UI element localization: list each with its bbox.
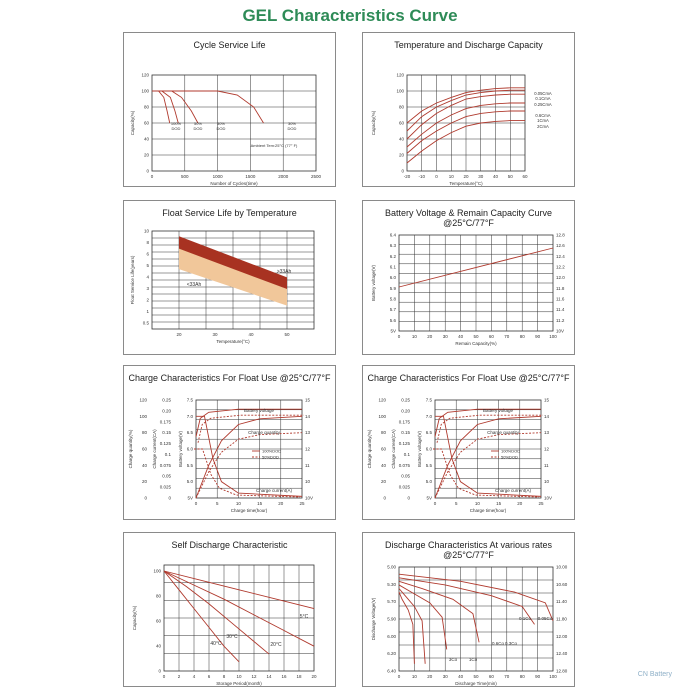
y-tick-label: 0.125 [159, 441, 171, 447]
y-tick-label: 0 [158, 668, 161, 674]
x-tick-label: 50 [284, 332, 290, 337]
y-tick-label: 0.15 [162, 430, 171, 436]
x-tick-label: -20 [403, 174, 411, 179]
y-tick-label: 6.3 [389, 243, 396, 249]
y-tick-label: 0.20 [401, 408, 410, 414]
y-tick-label: 11.4 [556, 307, 565, 313]
x-tick-label: 10 [411, 674, 417, 679]
x-tick-label: 2500 [310, 174, 322, 179]
y-tick-label: 6.1 [389, 264, 396, 270]
y-tick-label: 5.30 [387, 581, 396, 587]
y-tick-label: 5.9 [389, 285, 396, 291]
y-tick-label: 0.1 [403, 451, 410, 457]
chart-self-discharge [124, 533, 337, 688]
series-label: 1Co [468, 657, 478, 662]
series-label: 3Co [448, 657, 458, 662]
x-tick-label: 80 [519, 674, 525, 679]
x-tick-label: 80 [519, 334, 525, 339]
y-tick-label: 12.0 [556, 275, 565, 281]
x-tick-label: 90 [535, 334, 541, 339]
y-tick-label: 10.60 [556, 581, 568, 587]
chart-title: Charge Characteristics For Float Use @25°C/77°F [128, 373, 331, 383]
curve-label: Battery voltage [243, 408, 275, 413]
y-tick-label: 0 [407, 495, 410, 501]
y-tick-label: 6.0 [186, 446, 193, 452]
y-tick-label: 5.00 [387, 564, 396, 570]
chart-title: Self Discharge Characteristic [171, 540, 288, 550]
y-tick-label: 3 [146, 286, 149, 291]
y-tick-label: 11 [544, 462, 549, 468]
x-tick-label: 40 [492, 174, 499, 179]
x-tick-label: 50 [473, 334, 479, 339]
legend-label: 100%DOD [262, 448, 282, 454]
dod-label: DOD [193, 126, 203, 131]
y-tick-label: 5.5 [186, 462, 193, 468]
y-tick-label: 60 [380, 446, 386, 452]
x-tick-label: 0 [194, 501, 198, 506]
series-label: 0.6Co [491, 641, 505, 646]
y-tick-label: 6.4 [389, 232, 396, 238]
x-tick-label: 6 [207, 674, 211, 679]
panel-discharge-rates [362, 532, 575, 687]
legend-label: 50%DOD [501, 454, 518, 460]
y-tick-label: 0.175 [159, 419, 171, 425]
x-axis-label: Charge time(hour) [230, 508, 268, 513]
dod-label: 100% [170, 121, 182, 126]
y-tick-label: 0.1 [164, 451, 171, 457]
dod-label: 30% [216, 121, 226, 126]
y-tick-label: 11.80 [556, 616, 567, 622]
y-tick-label: 40 [398, 136, 404, 142]
series-label: 0.6CmA [535, 113, 551, 118]
ambient-label: Ambient Tem:25°C (77° F) [250, 143, 298, 148]
dod-label: DOD [216, 126, 226, 131]
y-tick-label: 6.0 [389, 275, 396, 281]
y-tick-label: 7.0 [186, 413, 193, 419]
chart-charge-left [124, 366, 337, 521]
y-tick-label: 5.0 [425, 479, 432, 485]
x-tick-label: 20 [427, 334, 433, 339]
x-tick-label: 70 [504, 674, 510, 679]
y-tick-label: 40 [141, 462, 147, 468]
watermark: CN Battery [637, 671, 672, 678]
series-label: 0.25CmA [534, 102, 552, 107]
y-tick-label: 20 [398, 152, 404, 158]
x-axis-label: Temperature(°C) [449, 181, 483, 186]
y-tick-label: 120 [141, 72, 149, 78]
y-tick-label: 11.8 [556, 285, 565, 291]
dod-label: 30% [287, 121, 297, 126]
y-tick-label: 100 [153, 568, 161, 574]
chart-temperature-capacity [363, 33, 576, 188]
x-tick-label: 10 [411, 334, 417, 339]
y-tick-label: 0.20 [162, 408, 171, 414]
y-tick-label: 0 [144, 495, 147, 501]
chart-cycle-life [124, 33, 337, 188]
y-tick-label: 14 [305, 413, 311, 419]
y-tick-label: 5V [390, 328, 396, 334]
x-tick-label: 15 [257, 501, 263, 506]
chart-title: Temperature and Discharge Capacity [394, 40, 543, 50]
series-label: 0.05Co [537, 616, 553, 621]
y-tick-label: 5.8 [389, 296, 396, 302]
y-tick-label: 20 [380, 479, 386, 485]
y-tick-label: 11.6 [556, 296, 565, 302]
current-line [435, 416, 541, 496]
curve-label: Charge quantity [487, 430, 519, 435]
curve-label: Battery voltage [482, 408, 514, 413]
band-label: >33Ah [276, 269, 292, 275]
y-tick-label: 80 [141, 430, 147, 436]
panel-charge-right [362, 365, 575, 520]
x-tick-label: 100 [549, 334, 557, 339]
x-tick-label: 25 [538, 501, 544, 506]
y-tick-label: 15 [544, 397, 550, 403]
curve-label: Charge current(A) [255, 488, 293, 493]
y-tick-label: 12.4 [556, 253, 565, 259]
y-tick-label: 80 [398, 104, 404, 110]
x-tick-label: 0 [162, 674, 166, 679]
x-tick-label: 60 [488, 674, 494, 679]
y-tick-label: 100 [378, 413, 386, 419]
y-axis-label: Discharge Voltage(V) [371, 597, 376, 641]
x-tick-label: 10 [236, 674, 242, 679]
y-tick-label: 5.0 [186, 479, 193, 485]
y-tick-label: 12.80 [556, 668, 568, 674]
x-tick-label: 10 [235, 501, 241, 506]
x-tick-label: 30 [212, 332, 218, 337]
series-label: 40°C [210, 641, 222, 647]
x-tick-label: 16 [281, 674, 287, 679]
y-tick-label: 6 [146, 251, 149, 257]
x-tick-label: 30 [442, 334, 448, 339]
y-tick-label: 10 [544, 479, 550, 485]
x-tick-label: 40 [458, 674, 464, 679]
chart-title: Float Service Life by Temperature [162, 208, 297, 218]
x-tick-label: 1000 [212, 174, 223, 179]
y-tick-label: 100 [139, 413, 147, 419]
series-label: 0.1CmA [535, 96, 551, 101]
y-tick-label: 60 [143, 120, 149, 126]
x-tick-label: 5 [454, 501, 458, 506]
x-tick-label: 12 [251, 674, 257, 679]
series-label: 1CmA [537, 118, 549, 123]
x-tick-label: 0 [435, 174, 438, 179]
y-tick-label: 60 [398, 120, 404, 126]
y-tick-label: 6.40 [387, 668, 396, 674]
y-axis-label: Charge current(CA) [152, 429, 157, 469]
y-tick-label: 0.25 [401, 397, 410, 403]
x-tick-label: -10 [418, 174, 426, 179]
y-axis-label: Battery voltage(V) [178, 430, 183, 468]
y-axis-label: Float Service Life(years) [130, 255, 135, 305]
y-tick-label: 100 [141, 88, 149, 94]
chart-title: Discharge Characteristics At various rates @25°C/77°F [384, 540, 553, 560]
y-tick-label: 10.00 [556, 564, 568, 570]
y-tick-label: 12.8 [556, 232, 565, 238]
y-tick-label: 100 [396, 88, 404, 94]
y-tick-label: 6.5 [186, 430, 193, 436]
y-tick-label: 6.0 [425, 446, 432, 452]
x-axis-label: Number of Cycles(time) [210, 181, 258, 186]
x-tick-label: 20 [176, 332, 182, 337]
series-label: 2CmA [537, 124, 549, 129]
y-axis-label: Charge quantity(%) [367, 429, 372, 469]
y-tick-label: 6.2 [389, 253, 396, 259]
y-tick-label: 0 [168, 495, 171, 501]
x-tick-label: 0 [397, 334, 401, 339]
band-label: <33Ah [186, 282, 202, 288]
x-tick-label: 500 [181, 174, 189, 179]
y-tick-label: 0.05 [401, 473, 410, 479]
series-line [399, 589, 425, 664]
y-tick-label: 0.05 [162, 473, 171, 479]
x-tick-label: 8 [222, 674, 226, 679]
y-tick-label: 120 [378, 397, 386, 403]
panel-voltage-capacity [362, 200, 575, 355]
y-tick-label: 80 [155, 593, 161, 599]
x-tick-label: 40 [458, 334, 464, 339]
x-tick-label: 0 [397, 674, 401, 679]
x-tick-label: 20 [278, 501, 284, 506]
x-tick-label: 1500 [245, 174, 256, 179]
series-line [399, 592, 414, 664]
x-axis-label: Charge time(hour) [469, 508, 507, 513]
x-tick-label: 40 [248, 332, 254, 337]
y-tick-label: 0.125 [398, 441, 410, 447]
x-tick-label: 20 [311, 674, 317, 679]
y-tick-label: 60 [141, 446, 147, 452]
y-tick-label: 5.70 [387, 599, 396, 605]
x-tick-label: 2000 [278, 174, 289, 179]
y-tick-label: 0.075 [159, 462, 171, 468]
panel-temperature-capacity [362, 32, 575, 187]
y-tick-label: 0.25 [162, 397, 171, 403]
panel-charge-left [123, 365, 336, 520]
y-tick-label: 5.5 [425, 462, 432, 468]
y-axis-label: Capacity(%) [130, 110, 135, 136]
y-axis-label: Capacity(%) [132, 605, 137, 631]
page-title: GEL Characteristics Curve [242, 6, 458, 25]
panel-float-life [123, 200, 336, 355]
x-tick-label: 0 [433, 501, 437, 506]
chart-voltage-capacity [363, 201, 576, 356]
y-tick-label: 0.025 [398, 484, 410, 490]
x-axis-label: Temperature(°C) [216, 339, 250, 344]
y-tick-label: 0.075 [398, 462, 410, 468]
x-tick-label: 18 [296, 674, 302, 679]
y-tick-label: 120 [139, 397, 147, 403]
x-tick-label: 100 [549, 674, 557, 679]
y-tick-label: 5.6 [389, 317, 396, 323]
y-tick-label: 7.0 [425, 413, 432, 419]
y-axis-label: Battery voltage(V) [371, 264, 376, 302]
y-tick-label: 5.90 [387, 616, 396, 622]
y-tick-label: 4 [146, 274, 149, 280]
y-tick-label: 0 [383, 495, 386, 501]
y-tick-label: 20 [143, 152, 149, 158]
series-line [399, 578, 535, 625]
x-tick-label: 10 [474, 501, 480, 506]
y-tick-label: 12.2 [556, 264, 565, 270]
y-tick-label: 13 [305, 430, 311, 436]
panel-self-discharge [123, 532, 336, 687]
y-axis-label: Battery voltage(V) [417, 430, 422, 468]
y-tick-label: 0.5 [142, 320, 149, 326]
legend-label: 50%DOD [262, 454, 279, 460]
y-tick-label: 0 [146, 168, 149, 174]
x-axis-label: Discharge Time(min) [455, 681, 497, 686]
x-tick-label: 4 [192, 674, 196, 679]
y-axis-label: Charge quantity(%) [128, 429, 133, 469]
y-tick-label: 60 [155, 618, 161, 624]
y-tick-label: 10V [556, 328, 565, 334]
y-tick-label: 1 [146, 309, 149, 314]
y-tick-label: 6.20 [387, 651, 396, 657]
current-line [196, 416, 302, 496]
x-tick-label: 30 [442, 674, 448, 679]
y-tick-label: 12.40 [556, 651, 568, 657]
series-label: 0.05CmA [534, 91, 552, 96]
dod-label: DOD [287, 126, 297, 131]
y-tick-label: 0 [401, 168, 404, 174]
series-label: 5°C [299, 614, 309, 620]
y-tick-label: 11 [305, 462, 310, 468]
x-tick-label: 60 [488, 334, 494, 339]
y-tick-label: 5V [426, 495, 432, 501]
x-tick-label: 0 [150, 174, 154, 179]
x-tick-label: 10 [448, 174, 454, 179]
dod-label: 50% [193, 121, 203, 126]
panel-cycle-life [123, 32, 336, 187]
x-axis-label: Storage Period(month) [216, 681, 262, 686]
y-tick-label: 8 [146, 240, 149, 245]
y-tick-label: 5.7 [389, 307, 396, 313]
chart-discharge-rates [363, 533, 576, 688]
y-tick-label: 2 [146, 297, 149, 303]
quantity-line [196, 416, 302, 498]
curve-label: Charge current(A) [494, 488, 532, 493]
x-axis-label: Remain Capacity(%) [455, 341, 497, 346]
y-tick-label: 0.025 [159, 484, 171, 490]
x-tick-label: 60 [522, 174, 528, 179]
series-label: 20°C [270, 642, 282, 648]
x-tick-label: 50 [507, 174, 513, 179]
x-tick-label: 20 [427, 674, 433, 679]
y-tick-label: 6.5 [425, 430, 432, 436]
y-tick-label: 80 [143, 104, 149, 110]
y-tick-label: 12 [544, 446, 550, 452]
y-tick-label: 15 [305, 397, 311, 403]
y-tick-label: 10V [544, 495, 553, 501]
y-tick-label: 6.00 [387, 633, 396, 639]
x-tick-label: 30 [478, 174, 484, 179]
x-tick-label: 25 [299, 501, 305, 506]
y-tick-label: 12.6 [556, 243, 565, 249]
y-tick-label: 11.2 [556, 317, 565, 323]
chart-title: Cycle Service Life [193, 40, 266, 50]
y-tick-label: 7.5 [186, 397, 193, 403]
series-label: 30°C [226, 634, 238, 640]
y-tick-label: 40 [380, 462, 386, 468]
y-tick-label: 14 [544, 413, 550, 419]
x-tick-label: 20 [463, 174, 469, 179]
y-tick-label: 10 [143, 228, 149, 234]
chart-title: Battery Voltage & Remain Capacity Curve @25°C/77°F [384, 208, 553, 228]
y-axis-label: Charge current(CA) [391, 429, 396, 469]
x-tick-label: 2 [177, 674, 181, 679]
series-line [399, 581, 479, 642]
series-label: 0.1Co [518, 616, 532, 621]
y-tick-label: 10 [305, 479, 311, 485]
series-label: 0.3Co [504, 641, 518, 646]
y-tick-label: 12 [305, 446, 311, 452]
quantity-line [435, 416, 541, 498]
curve-label: Charge quantity [248, 430, 280, 435]
y-tick-label: 5 [146, 263, 149, 268]
x-tick-label: 20 [517, 501, 523, 506]
y-tick-label: 7.5 [425, 397, 432, 403]
y-tick-label: 120 [396, 72, 404, 78]
y-tick-label: 0.15 [401, 430, 410, 436]
y-tick-label: 40 [143, 136, 149, 142]
voltage-line-50 [198, 415, 304, 443]
y-tick-label: 40 [155, 643, 161, 649]
y-tick-label: 0.175 [398, 419, 410, 425]
y-tick-label: 20 [141, 479, 147, 485]
y-tick-label: 12.00 [556, 633, 568, 639]
y-tick-label: 80 [380, 430, 386, 436]
legend-label: 100%DOD [501, 448, 521, 454]
y-tick-label: 13 [544, 430, 550, 436]
x-tick-label: 15 [496, 501, 502, 506]
y-tick-label: 10V [305, 495, 314, 501]
voltage-line-50 [437, 415, 543, 443]
x-tick-label: 5 [215, 501, 219, 506]
series-line [164, 571, 239, 662]
chart-charge-right [363, 366, 576, 521]
x-tick-label: 90 [535, 674, 541, 679]
y-axis-label: Capacity(%) [371, 110, 376, 136]
chart-float-life [124, 201, 337, 356]
y-tick-label: 5V [187, 495, 193, 501]
dod-label: DOD [171, 126, 181, 131]
x-tick-label: 50 [473, 674, 479, 679]
x-tick-label: 14 [266, 674, 272, 679]
chart-title: Charge Characteristics For Float Use @25°C/77°F [367, 373, 570, 383]
y-tick-label: 11.40 [556, 599, 567, 605]
x-tick-label: 70 [504, 334, 510, 339]
